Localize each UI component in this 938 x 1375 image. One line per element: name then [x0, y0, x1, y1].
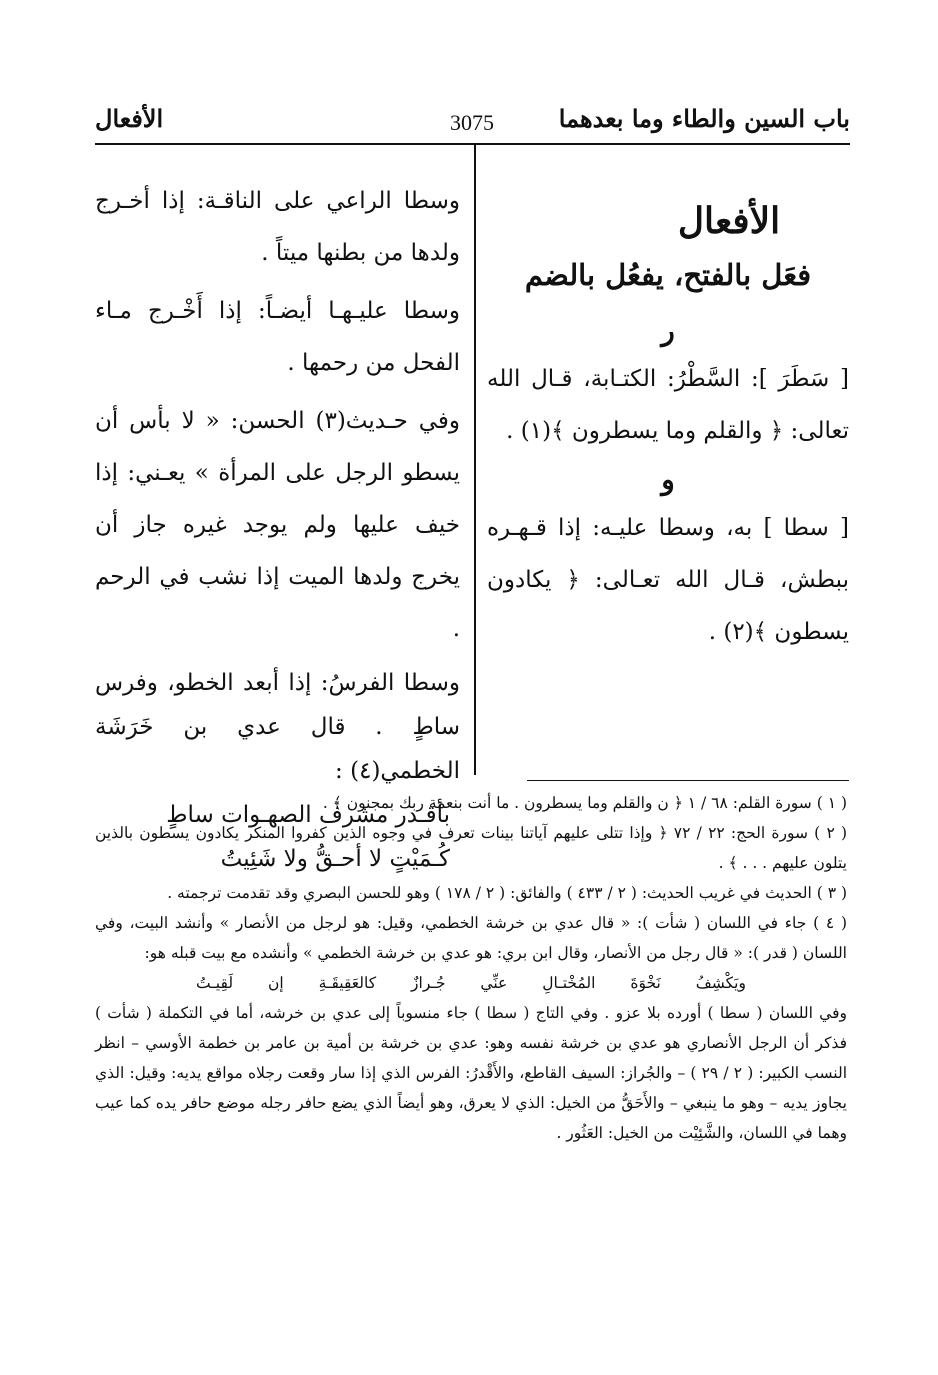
entry-sata: [ سطا ] به، وسطا عليـه: إذا قـهـره ببطش، قـال الله تعـالى: ﴿ يكادون يسطون ﴾(٢) . [487, 515, 849, 645]
footnote-4-continued: وفي اللسان ( سطا ) أورده بلا عزو . وفي التاج ( سطا ) جاء منسوباً إلى عدي بن خرشه، أما في التكملة ( شأت ) فذكر أن الرجل الأنصاري هو عدي بن خرشة نفسه وهو: عدي بن خرشة بن أمية بن عامر بن خطمة الأوسي – انظر النسب الكبير: ( ٢ / ٢٩ ) – والجُراز: السيف القاطع، والأَقْدرُ: الفرس الذي إذا سار وقعت رجلاه مواقع يديه: وقيل: الذي يجاوز يديه – وهو ما ينبغي – والأَحَقُّ من الخيل: الذي لا يعرق، وهو أيضاً الذي يضع حافر رجله موضع حافر يده كما عيب وهما في اللسان، والشَّئِيْت من الخيل: العَثُور . [95, 1004, 848, 1142]
footnote-4-verse: ويَكْشِفُ نَخْوَةَ المُخْتـالِ عنِّي جُـرازٌ كالعَقِيقَـةِ إن لَقِيـتُ [196, 974, 746, 992]
column-divider [474, 145, 476, 775]
footnote-1: ( ١ ) سورة القلم: ٦٨ / ١ ﴿ ن والقلم وما يسطرون . ما أنت بنعمة ربك بمجنون ﴾ . [322, 794, 847, 812]
entry-satara: [ سَطَرَ ]: السَّطْرُ: الكتـابة، قـال الله تعالى: ﴿ والقلم وما يسطرون ﴾(١) . [487, 366, 849, 444]
footnotes [95, 788, 847, 1148]
letter-ra: ر [661, 314, 675, 347]
footnote-4: ( ٤ ) جاء في اللسان ( شأت ): « قال عدي بن خرشة الخطمي، وقيل: هو لرجل من الأنصار » وأنشد البيت، وفي اللسان ( قدر ): « قال رجل من الأنصار، وقال ابن بري: هو عدي بن خرشة الخطمي » وأنشده مع بيت قبله هو: [95, 914, 847, 962]
footnote-rule [527, 780, 849, 781]
section-title: الأفعال [95, 104, 164, 133]
verse-line-2: كُـمَيْتٍ لا أحـقُّ ولا شَئِيتُ [220, 846, 450, 872]
footnote-2: ( ٢ ) سورة الحج: ٢٢ / ٧٢ ﴿ وإذا تتلى عليهم آياتنا بينات تعرف في وجوه الذين كفروا المنكر يكادون يسطون بالذين يتلون عليهم . . . ﴾ . [95, 824, 848, 872]
paragraph-4: وسطا الفرسُ: إذا أبعد الخطو، وفرس ساطٍ . قال عدي بن خَرَشَة الخطمي(٤) : [95, 670, 460, 784]
heading-afal: الأفعال [677, 200, 781, 242]
page-header [95, 100, 850, 140]
paragraph-3: وفي حـديث(٣) الحسن: « لا بأس أن يسطو الرجل على المرأة » يعـني: إذا خيف عليها ولم يوجد غيره جاز أن يخرج ولدها الميت إذا نشب في الرحم . [95, 408, 460, 642]
page-number: 3075 [450, 110, 494, 135]
subheading-pattern: فعَل بالفتح، يفعُل بالضم [524, 258, 812, 292]
footnote-3: ( ٣ ) الحديث في غريب الحديث: ( ٢ / ٤٣٣ ) والفائق: ( ٢ / ١٧٨ ) وهو للحسن البصري وقد تقدمت ترجمته . [167, 884, 847, 902]
header-rule [95, 143, 850, 145]
letter-waw: و [661, 463, 675, 496]
paragraph-1: وسطا الراعي على الناقـة: إذا أخـرج ولدها من بطنها ميتاً . [95, 188, 460, 266]
chapter-title: باب السين والطاء وما بعدهما [558, 104, 850, 133]
verse-line-1: بأقـدر مشرف الصهـوات ساطٍ [166, 802, 450, 828]
right-column [487, 190, 849, 664]
paragraph-2: وسطا عليـهـا أيضـاً: إذا أَخْـرج مـاء الفحل من رحمها . [95, 298, 460, 376]
left-column [95, 175, 460, 881]
